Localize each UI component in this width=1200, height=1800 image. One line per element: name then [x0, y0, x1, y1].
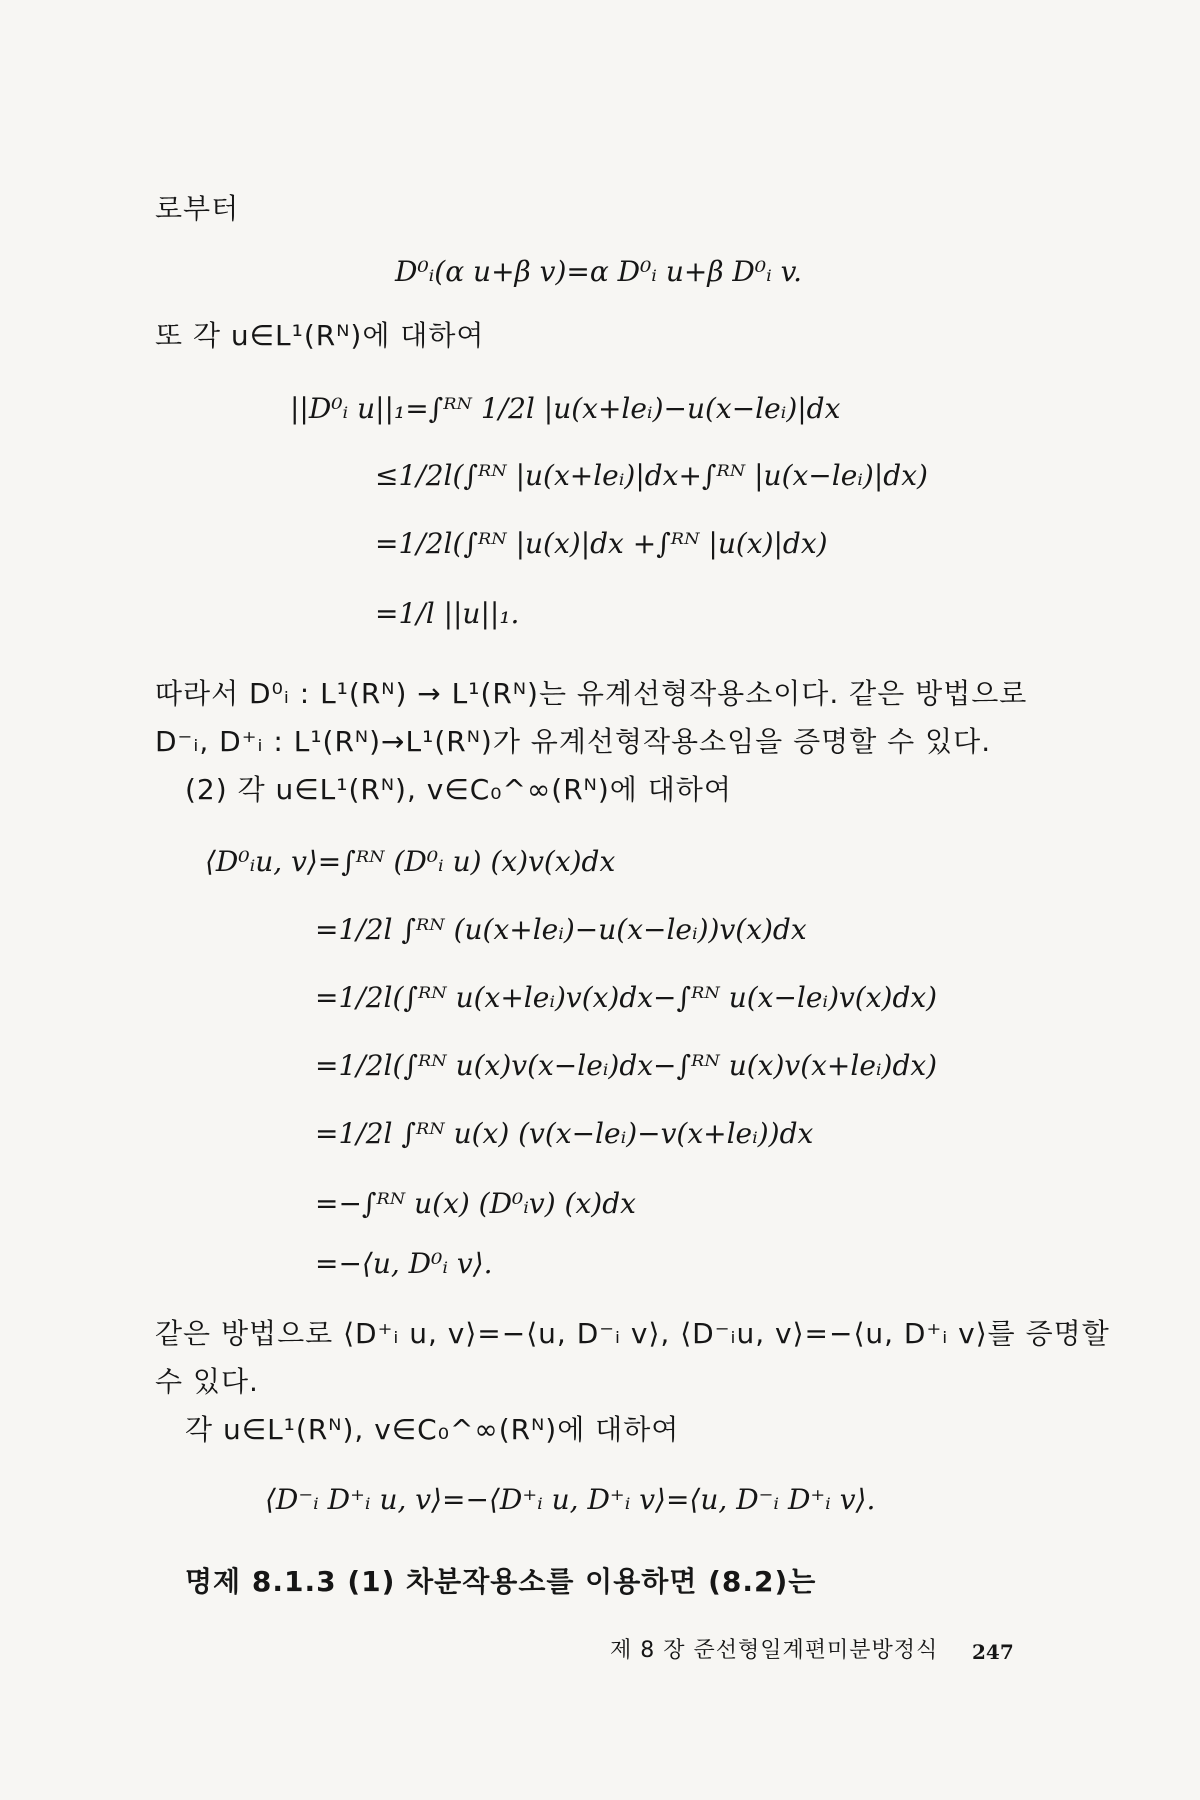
- page-number: 247: [972, 1640, 1014, 1664]
- equation-norm-4: =1/l ||u||₁.: [375, 597, 520, 630]
- text-can-prove: 수 있다.: [155, 1365, 259, 1398]
- equation-inner-2: =1/2l ∫ᴿᴺ (u(x+leᵢ)−u(x−leᵢ))v(x)dx: [315, 913, 807, 946]
- equation-norm-3: =1/2l(∫ᴿᴺ |u(x)|dx +∫ᴿᴺ |u(x)|dx): [375, 527, 828, 560]
- equation-inner-5: =1/2l ∫ᴿᴺ u(x) (v(x−leᵢ)−v(x+leᵢ))dx: [315, 1117, 814, 1150]
- equation-inner-3: =1/2l(∫ᴿᴺ u(x+leᵢ)v(x)dx−∫ᴿᴺ u(x−leᵢ)v(x)dx): [315, 981, 938, 1014]
- text-line-for-each: 또 각 u∈L¹(Rᴺ)에 대하여: [155, 319, 485, 352]
- proposition-heading: 명제 8.1.3 (1) 차분작용소를 이용하면 (8.2)는: [185, 1565, 817, 1598]
- text-line-from: 로부터: [155, 192, 240, 225]
- equation-inner-4: =1/2l(∫ᴿᴺ u(x)v(x−leᵢ)dx−∫ᴿᴺ u(x)v(x+leᵢ)dx): [315, 1049, 938, 1082]
- equation-inner-1: ⟨D⁰ᵢu, v⟩=∫ᴿᴺ (D⁰ᵢ u) (x)v(x)dx: [205, 845, 616, 878]
- equation-inner-6: =−∫ᴿᴺ u(x) (D⁰ᵢv) (x)dx: [315, 1187, 636, 1220]
- footer-chapter-title: 제 8 장 준선형일계편미분방정식: [610, 1638, 939, 1663]
- text-same-method: 같은 방법으로 ⟨D⁺ᵢ u, v⟩=−⟨u, D⁻ᵢ v⟩, ⟨D⁻ᵢu, v⟩=−⟨u, D⁺ᵢ v⟩를 증명할: [155, 1317, 1110, 1350]
- equation-norm-1: ||D⁰ᵢ u||₁=∫ᴿᴺ 1/2l |u(x+leᵢ)−u(x−leᵢ)|dx: [290, 392, 841, 425]
- equation-linearity: D⁰ᵢ(α u+β v)=α D⁰ᵢ u+β D⁰ᵢ v.: [395, 255, 803, 288]
- text-part-2: (2) 각 u∈L¹(Rᴺ), v∈C₀^∞(Rᴺ)에 대하여: [185, 773, 732, 806]
- equation-inner-7: =−⟨u, D⁰ᵢ v⟩.: [315, 1247, 493, 1280]
- text-bounded-operator-2: D⁻ᵢ, D⁺ᵢ : L¹(Rᴺ)→L¹(Rᴺ)가 유계선형작용소임을 증명할 수 있다.: [155, 725, 992, 758]
- text-bounded-operator: 따라서 D⁰ᵢ : L¹(Rᴺ) → L¹(Rᴺ)는 유계선형작용소이다. 같은 방법으로: [155, 677, 1028, 710]
- equation-norm-2: ≤1/2l(∫ᴿᴺ |u(x+leᵢ)|dx+∫ᴿᴺ |u(x−leᵢ)|dx): [375, 459, 928, 492]
- equation-second-difference: ⟨D⁻ᵢ D⁺ᵢ u, v⟩=−⟨D⁺ᵢ u, D⁺ᵢ v⟩=⟨u, D⁻ᵢ D⁺ᵢ v⟩.: [265, 1483, 876, 1516]
- text-for-each-2: 각 u∈L¹(Rᴺ), v∈C₀^∞(Rᴺ)에 대하여: [185, 1413, 680, 1446]
